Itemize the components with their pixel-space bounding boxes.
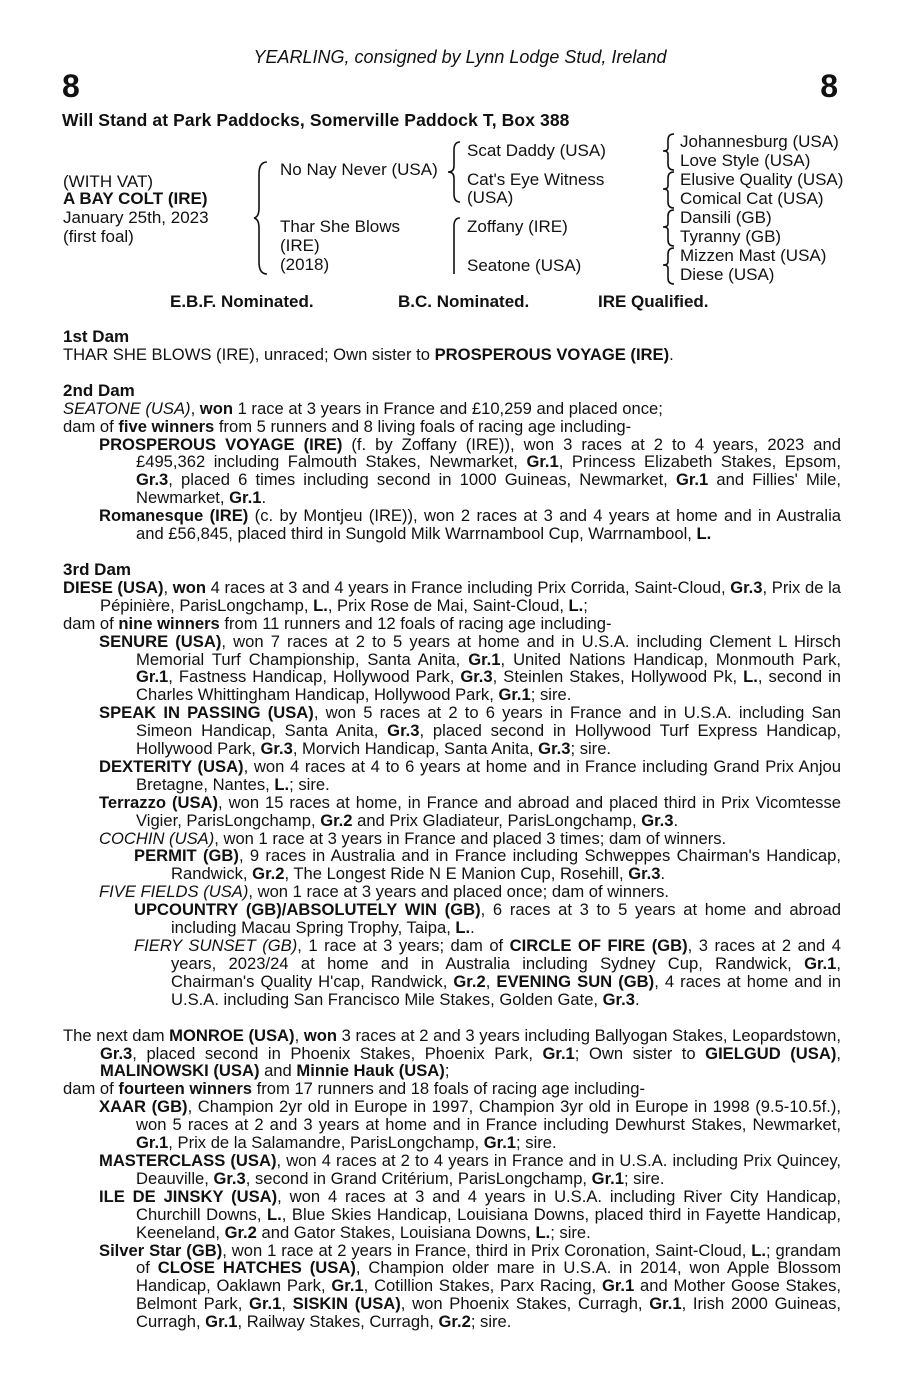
list-item-senure: SENURE (USA), won 7 races at 2 to 5 years at home and in U.S.A. including Clement L Hirsch Memorial Turf Championship, Santa Anita, Gr.1, United Nations Handicap, Monmouth Park, Gr.1, Fastness Handicap, Hollywood Park, Gr.3, Steinlen Stakes, Hollywood Pk, L., second in Charles Whittingham Handicap, Hollywood Park, Gr.1; sire. — [99, 631, 841, 705]
brace-horse — [253, 160, 273, 276]
list-item-speak-in-passing: SPEAK IN PASSING (USA), won 5 races at 2 to 6 years in France and in U.S.A. including San Simeon Handicap, Santa Anita, Gr.3, placed second in Hollywood Turf Express Handicap, Hollywood Park, Gr.3, Morvich Handicap, Santa Anita, Gr.3; sire. — [99, 703, 842, 759]
consignment-line: YEARLING, consigned by Lynn Lodge Stud, Ireland — [253, 47, 667, 67]
list-item-permit: PERMIT (GB), 9 races in Australia and in France including Schweppes Chairman's Handicap, Randwick, Gr.2, The Longest Ride N E Manion Cup, Rosehill, Gr.3. — [134, 846, 842, 884]
list-item-dexterity: DEXTERITY (USA), won 4 races at 4 to 6 years at home and in France including Grand Prix Anjou Bretagne, Nantes, L.; sire. — [99, 756, 841, 794]
brace-dd — [660, 246, 678, 286]
pedigree-dam-3: (2018) — [280, 255, 330, 274]
third-dam-heading: 3rd Dam — [63, 559, 132, 579]
list-item-romanesque: Romanesque (IRE) (c. by Montjeu (IRE)), won 2 races at 3 and 4 years at home and in Australia and £56,845, placed third in Sungold Milk Warrnambool Cup, Warrnambool, L. — [99, 506, 841, 544]
list-item-cochin: COCHIN (USA), won 1 race at 3 years in France and placed 3 times; dam of winners. — [99, 828, 727, 848]
second-dam-record: SEATONE (USA), won 1 race at 3 years in France and £10,259 and placed once; — [63, 398, 663, 418]
pedigree-sd-1: Cat's Eye Witness — [467, 170, 605, 189]
third-dam-produce: dam of nine winners from 11 runners and 12 foals of racing age including- — [63, 613, 612, 633]
list-item-upcountry: UPCOUNTRY (GB)/ABSOLUTELY WIN (GB), 6 races at 3 to 5 years at home and abroad including Macau Spring Trophy, Taipa, L.. — [134, 900, 841, 938]
brace-sd — [660, 170, 678, 210]
lot-number-right: 8 — [820, 68, 838, 104]
pedigree-dam-2: (IRE) — [280, 236, 320, 255]
date-of-birth: January 25th, 2023 — [63, 208, 209, 227]
nomination-ebf: E.B.F. Nominated. — [170, 292, 314, 311]
pedigree-ddd: Diese (USA) — [680, 265, 775, 284]
pedigree-dsd: Tyranny (GB) — [680, 227, 782, 246]
foal-note: (first foal) — [63, 227, 134, 246]
brace-sire — [446, 140, 464, 204]
list-item-silver-star: Silver Star (GB), won 1 race at 2 years in France, third in Prix Coronation, Saint-Cloud, L.; grandam of CLOSE HATCHES (USA), Champion older mare in U.S.A. in 2014, won Apple Blossom Handicap, Oaklawn Park, Gr.1, Cotillion Stakes, Parx Racing, Gr.1 and Mother Goose Stakes, Belmont Park, Gr.1, SISKIN (USA), won Phoenix Stakes, Curragh, Gr.1, Irish 2000 Guineas, Curragh, Gr.1, Railway Stakes, Curragh, Gr.2; sire. — [99, 1240, 842, 1332]
catalogue-body — [63, 328, 841, 1331]
stand-location: Will Stand at Park Paddocks, Somerville Paddock T, Box 388 — [62, 110, 570, 130]
pedigree-dds: Mizzen Mast (USA) — [680, 246, 827, 265]
brace-ds — [660, 208, 678, 248]
pedigree-dss: Dansili (GB) — [680, 208, 772, 227]
pedigree-sds: Elusive Quality (USA) — [680, 170, 844, 189]
list-item-masterclass: MASTERCLASS (USA), won 4 races at 2 to 4 years in France and in U.S.A. including Prix Quincey, Deauville, Gr.3, second in Grand Critérium, ParisLongchamp, Gr.1; sire. — [99, 1150, 841, 1188]
horse-name: A BAY COLT (IRE) — [63, 189, 208, 208]
list-item-xaar: XAAR (GB), Champion 2yr old in Europe in 1997, Champion 3yr old in Europe in 1998 (9.5-10.5f.), won 5 races at 2 and 3 years at home and in France including Dewhurst Stakes, Newmarket, Gr.1, Prix de la Salamandre, ParisLongchamp, Gr.1; sire. — [99, 1097, 841, 1153]
third-dam-record: DIESE (USA), won 4 races at 3 and 4 years in France including Prix Corrida, Saint-Cloud, Gr.3, Prix de la Pépinière, ParisLongchamp, L., Prix Rose de Mai, Saint-Cloud, L.; — [63, 577, 841, 615]
pedigree-sire: No Nay Never (USA) — [280, 160, 438, 179]
first-dam-text: THAR SHE BLOWS (IRE), unraced; Own sister to PROSPEROUS VOYAGE (IRE). — [63, 344, 674, 364]
pedigree-sd-2: (USA) — [467, 188, 514, 207]
pedigree-dam-1: Thar She Blows — [280, 217, 400, 236]
vat-note: (WITH VAT) — [63, 172, 154, 191]
list-item-ile-de-jinsky: ILE DE JINSKY (USA), won 4 races at 3 and 4 years in U.S.A. including River City Handicap, Churchill Downs, L., Blue Skies Handicap, Louisiana Downs, placed third in Fayette Handicap, Keeneland, Gr.2 and Gator Stakes, Louisiana Downs, L.; sire. — [99, 1186, 842, 1242]
next-dam-produce: dam of fourteen winners from 17 runners and 18 foals of racing age including- — [63, 1079, 645, 1099]
lot-number-left: 8 — [62, 68, 80, 104]
list-item-prosperous-voyage: PROSPEROUS VOYAGE (IRE) (f. by Zoffany (IRE)), won 3 races at 2 to 4 years, 2023 and £495,362 including Falmouth Stakes, Newmarket, Gr.1, Princess Elizabeth Stakes, Epsom, Gr.3, placed 6 times including second in 1000 Guineas, Newmarket, Gr.1 and Fillies' Mile, Newmarket, Gr.1. — [99, 434, 841, 508]
nomination-ire: IRE Qualified. — [598, 292, 709, 311]
next-dam-record: The next dam MONROE (USA), won 3 races at 2 and 3 years including Ballyogan Stakes, Leopardstown, Gr.3, placed second in Phoenix Stakes, Phoenix Park, Gr.1; Own sister to GIELGUD (USA), MALINOWSKI (USA) and Minnie Hauk (USA); — [63, 1025, 841, 1081]
pedigree-ds: Zoffany (IRE) — [467, 217, 568, 236]
second-dam-heading: 2nd Dam — [63, 380, 135, 400]
brace-dam — [446, 216, 464, 276]
list-item-fiery-sunset: FIERY SUNSET (GB), 1 race at 3 years; dam of CIRCLE OF FIRE (GB), 3 races at 2 and 4 years, 2023/24 at home and in Australia including Sydney Cup, Randwick, Gr.1, Chairman's Quality H'cap, Randwick, Gr.2, EVENING SUN (GB), 4 races at home and in U.S.A. including San Francisco Mile Stakes, Golden Gate, Gr.3. — [134, 936, 841, 1009]
pedigree-dd: Seatone (USA) — [467, 256, 582, 275]
pedigree-ss: Scat Daddy (USA) — [467, 141, 606, 160]
second-dam-produce: dam of five winners from 5 runners and 8 living foals of racing age including- — [63, 416, 632, 436]
pedigree-sdd: Comical Cat (USA) — [680, 189, 824, 208]
first-dam-heading: 1st Dam — [63, 327, 130, 346]
list-item-five-fields: FIVE FIELDS (USA), won 1 race at 3 years and placed once; dam of winners. — [99, 882, 669, 902]
brace-ss — [660, 132, 678, 172]
pedigree-ssd: Love Style (USA) — [680, 151, 811, 170]
list-item-terrazzo: Terrazzo (USA), won 15 races at home, in France and abroad and placed third in Prix Vicomtesse Vigier, ParisLongchamp, Gr.2 and Prix Gladiateur, ParisLongchamp, Gr.3. — [99, 792, 841, 830]
nomination-bc: B.C. Nominated. — [398, 292, 530, 311]
pedigree-sss: Johannesburg (USA) — [680, 132, 839, 151]
